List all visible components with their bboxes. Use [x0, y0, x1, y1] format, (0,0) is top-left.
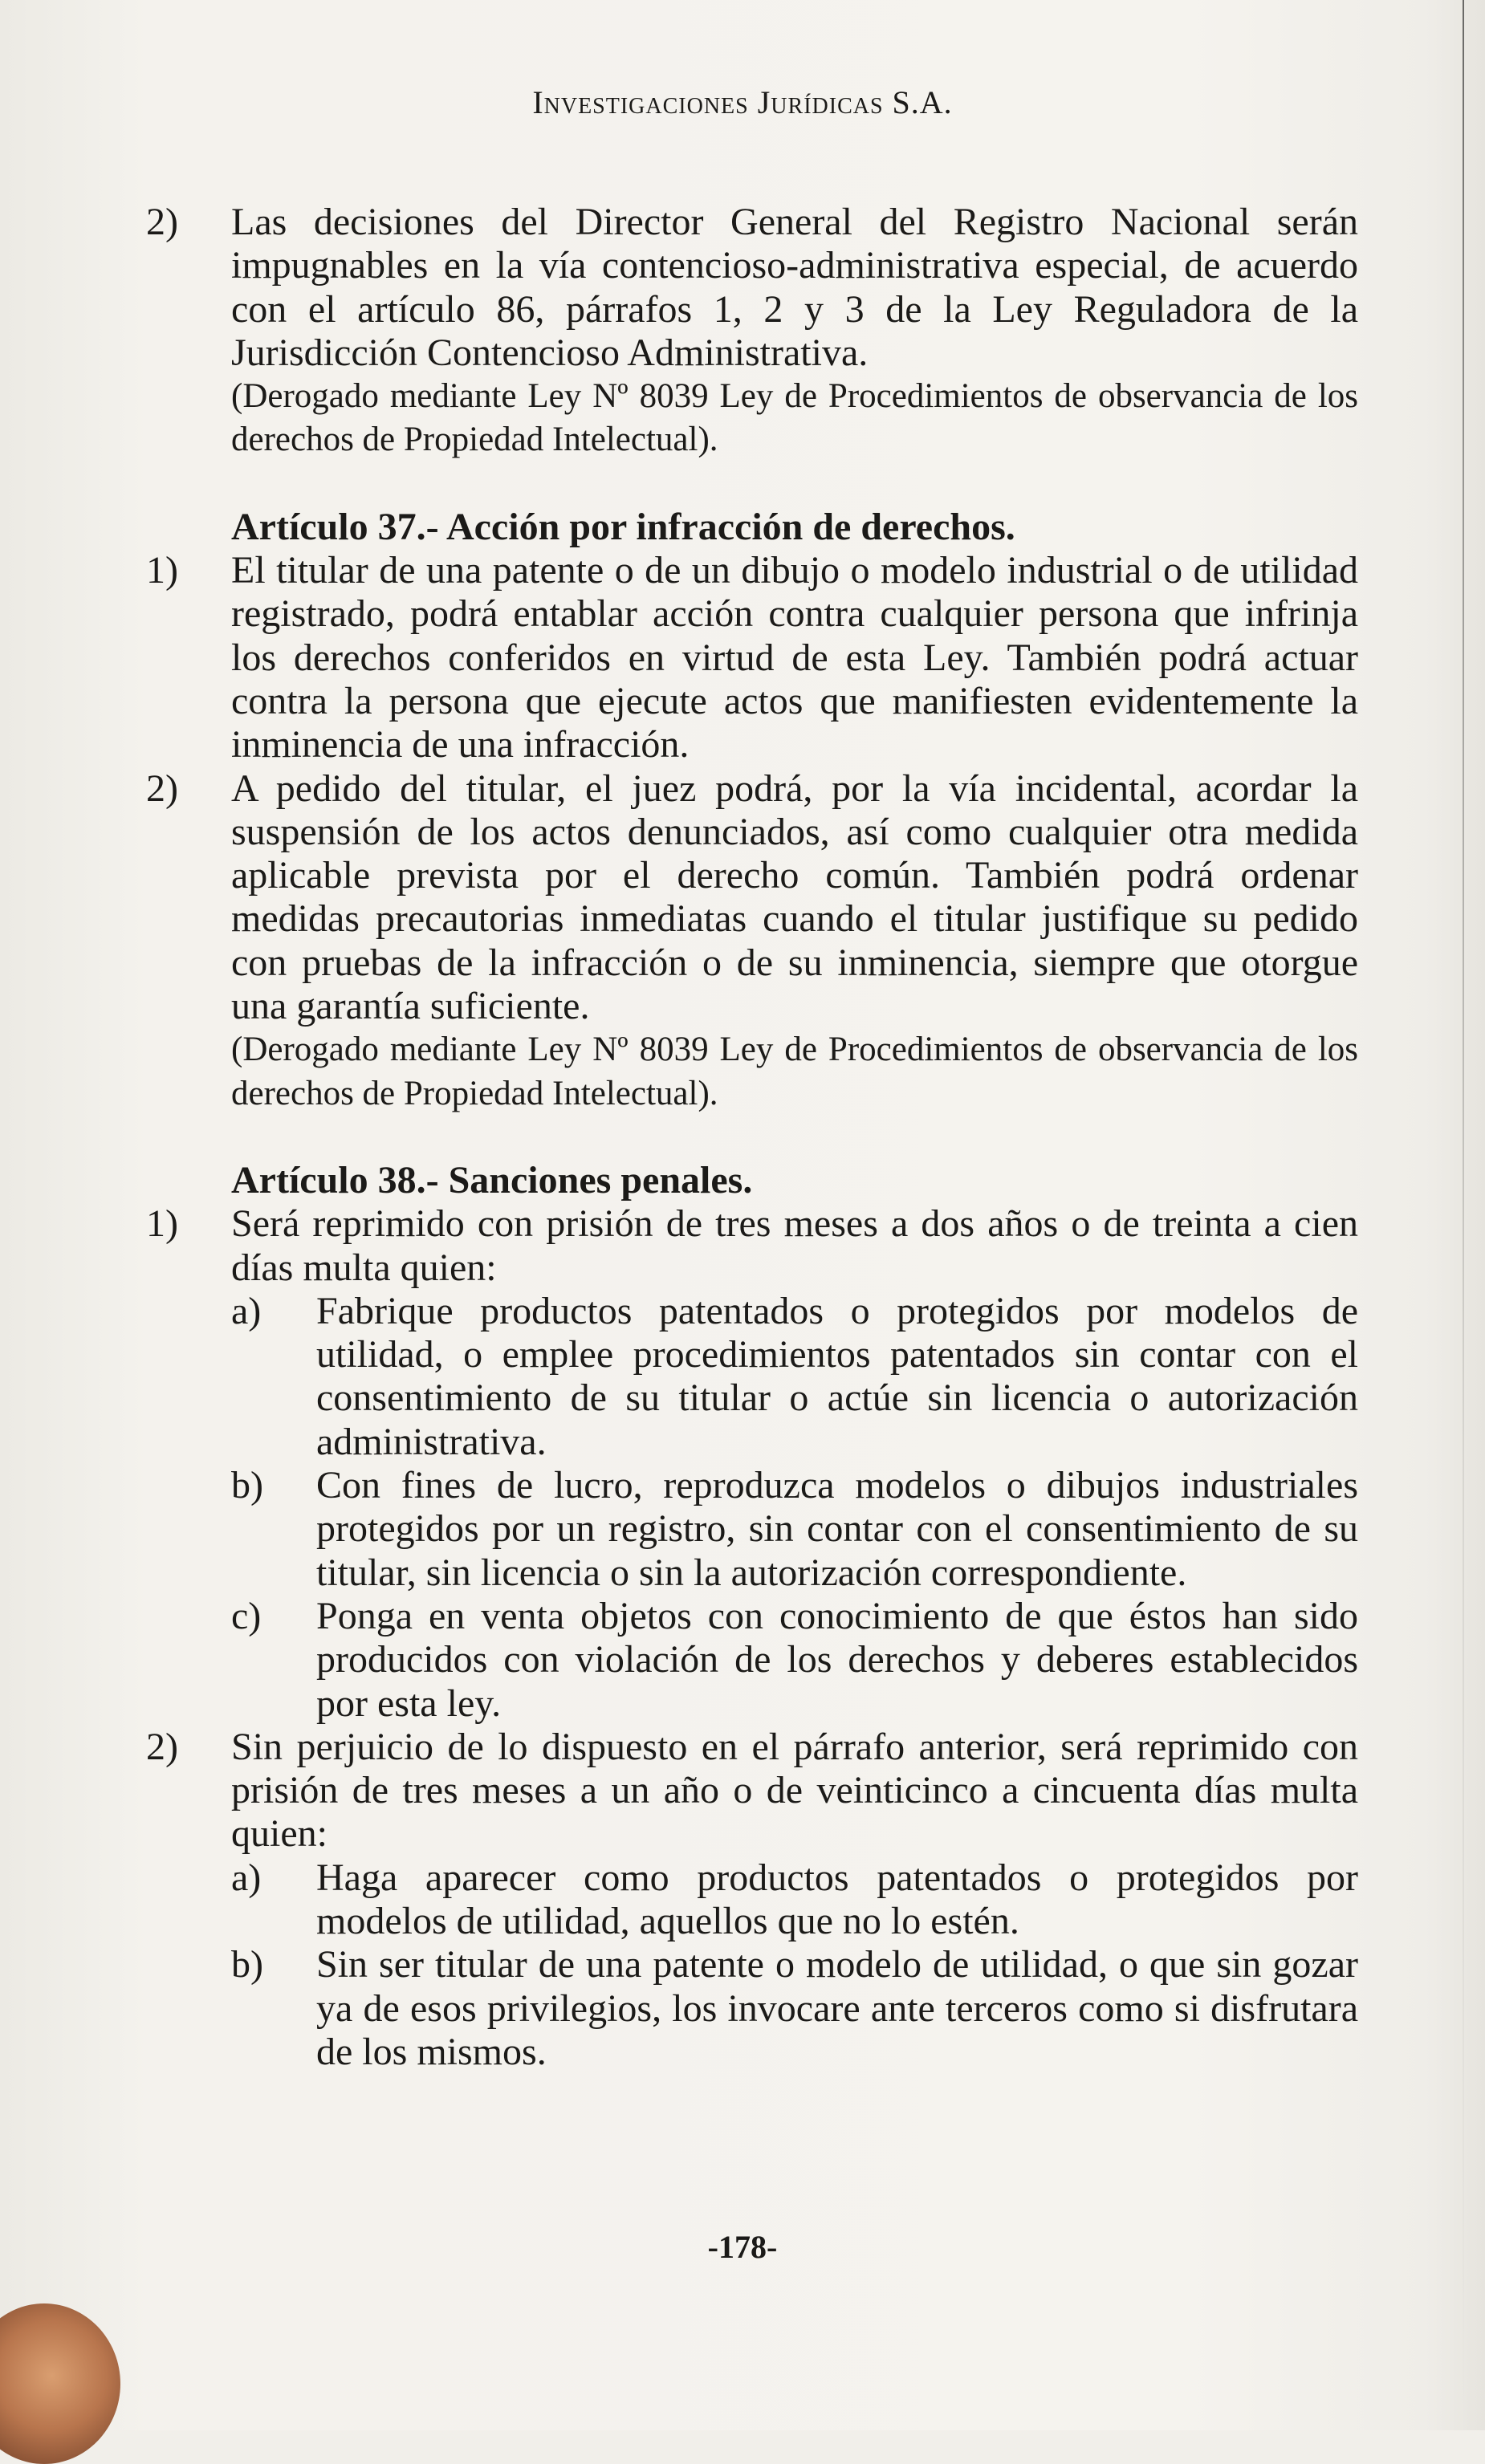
derogation-note: (Derogado mediante Ley Nº 8039 Ley de Procedimientos de observancia de los derechos de Propiedad Intelectual). [231, 377, 1358, 459]
art38-2-item-a [231, 1856, 1358, 1944]
item-letter: a) [231, 1289, 262, 1332]
paragraph-number: 2) [146, 1725, 178, 1768]
item-text: Fabrique productos patentados o protegidos por modelos de utilidad, o emplee procedimientos patentados sin contar con el consentimiento de su titular o actúe sin licencia o autorización administrativa. [316, 1289, 1358, 1463]
page-number: -178- [707, 2229, 778, 2265]
paragraph-text: El titular de una patente o de un dibujo o modelo industrial o de utilidad registrado, podrá entablar acción contra cualquier persona que infrinja los derechos conferidos en virtud de esta Ley. También podrá actuar contra la persona que ejecute actos que manifiesten evidentemente la inminencia de una infracción. [231, 549, 1358, 766]
page-body [146, 201, 1358, 2074]
art37-paragraph-1 [146, 549, 1358, 766]
art37-paragraph-2 [146, 767, 1358, 1116]
paragraph-number: 2) [146, 201, 178, 243]
art36-paragraph-2 [146, 201, 1358, 462]
paragraph-text: Será reprimido con prisión de tres meses a dos años o de treinta a cien días multa quien: [231, 1202, 1358, 1289]
paragraph-text: A pedido del titular, el juez podrá, por la vía incidental, acordar la suspensión de los actos denunciados, así como cualquier otra medida aplicable prevista por el derecho común. También podrá ordenar medidas precautorias inmediatas cuando el titular justifique su pedido con pruebas de la infracción o de su inminencia, siempre que otorgue una garantía suficiente. [231, 766, 1358, 1028]
item-letter: a) [231, 1856, 262, 1899]
running-header: Investigaciones Jurídicas S.A. [532, 84, 953, 120]
art38-1-item-b [231, 1464, 1358, 1595]
item-letter: c) [231, 1594, 262, 1637]
item-text: Ponga en venta objetos con conocimiento de que éstos han sido producidos con violación de los derechos y deberes establecidos por esta ley. [316, 1594, 1358, 1725]
art38-2-item-b [231, 1943, 1358, 2074]
article-38-heading: Artículo 38.- Sanciones penales. [231, 1158, 753, 1202]
art38-paragraph-2 [146, 1726, 1358, 2074]
art38-paragraph-1 [146, 1202, 1358, 1726]
item-text: Con fines de lucro, reproduzca modelos o dibujos industriales protegidos por un registro, sin contar con el consentimiento de su titular, sin licencia o sin la autorización correspondiente. [316, 1464, 1358, 1594]
derogation-note: (Derogado mediante Ley Nº 8039 Ley de Procedimientos de observancia de los derechos de Propiedad Intelectual). [231, 1031, 1358, 1112]
item-text: Haga aparecer como productos patentados o protegidos por modelos de utilidad, aquellos que no lo estén. [316, 1856, 1358, 1942]
page-fold-shadow [1463, 0, 1464, 2430]
paragraph-number: 1) [146, 549, 178, 592]
thumb-shadow [0, 2303, 120, 2464]
art38-1-item-a [231, 1290, 1358, 1464]
paragraph-text: Las decisiones del Director General del Registro Nacional serán impugnables en la vía contencioso-administrativa especial, de acuerdo con el artículo 86, párrafos 1, 2 y 3 de la Ley Reguladora de la Jurisdicción Contencioso Administrativa. [231, 201, 1358, 374]
art38-1-item-c [231, 1595, 1358, 1726]
paragraph-number: 1) [146, 1202, 178, 1246]
item-text: Sin ser titular de una patente o modelo de utilidad, o que sin gozar ya de esos privilegios, los invocare ante terceros como si disfrutara de los mismos. [316, 1943, 1358, 2073]
item-letter: b) [231, 1943, 263, 1986]
article-37-heading: Artículo 37.- Acción por infracción de derechos. [231, 505, 1015, 548]
paragraph-number: 2) [146, 766, 178, 810]
item-letter: b) [231, 1464, 263, 1507]
paragraph-text: Sin perjuicio de lo dispuesto en el párrafo anterior, será reprimido con prisión de tres meses a un año o de veinticinco a cincuenta días multa quien: [231, 1725, 1358, 1856]
